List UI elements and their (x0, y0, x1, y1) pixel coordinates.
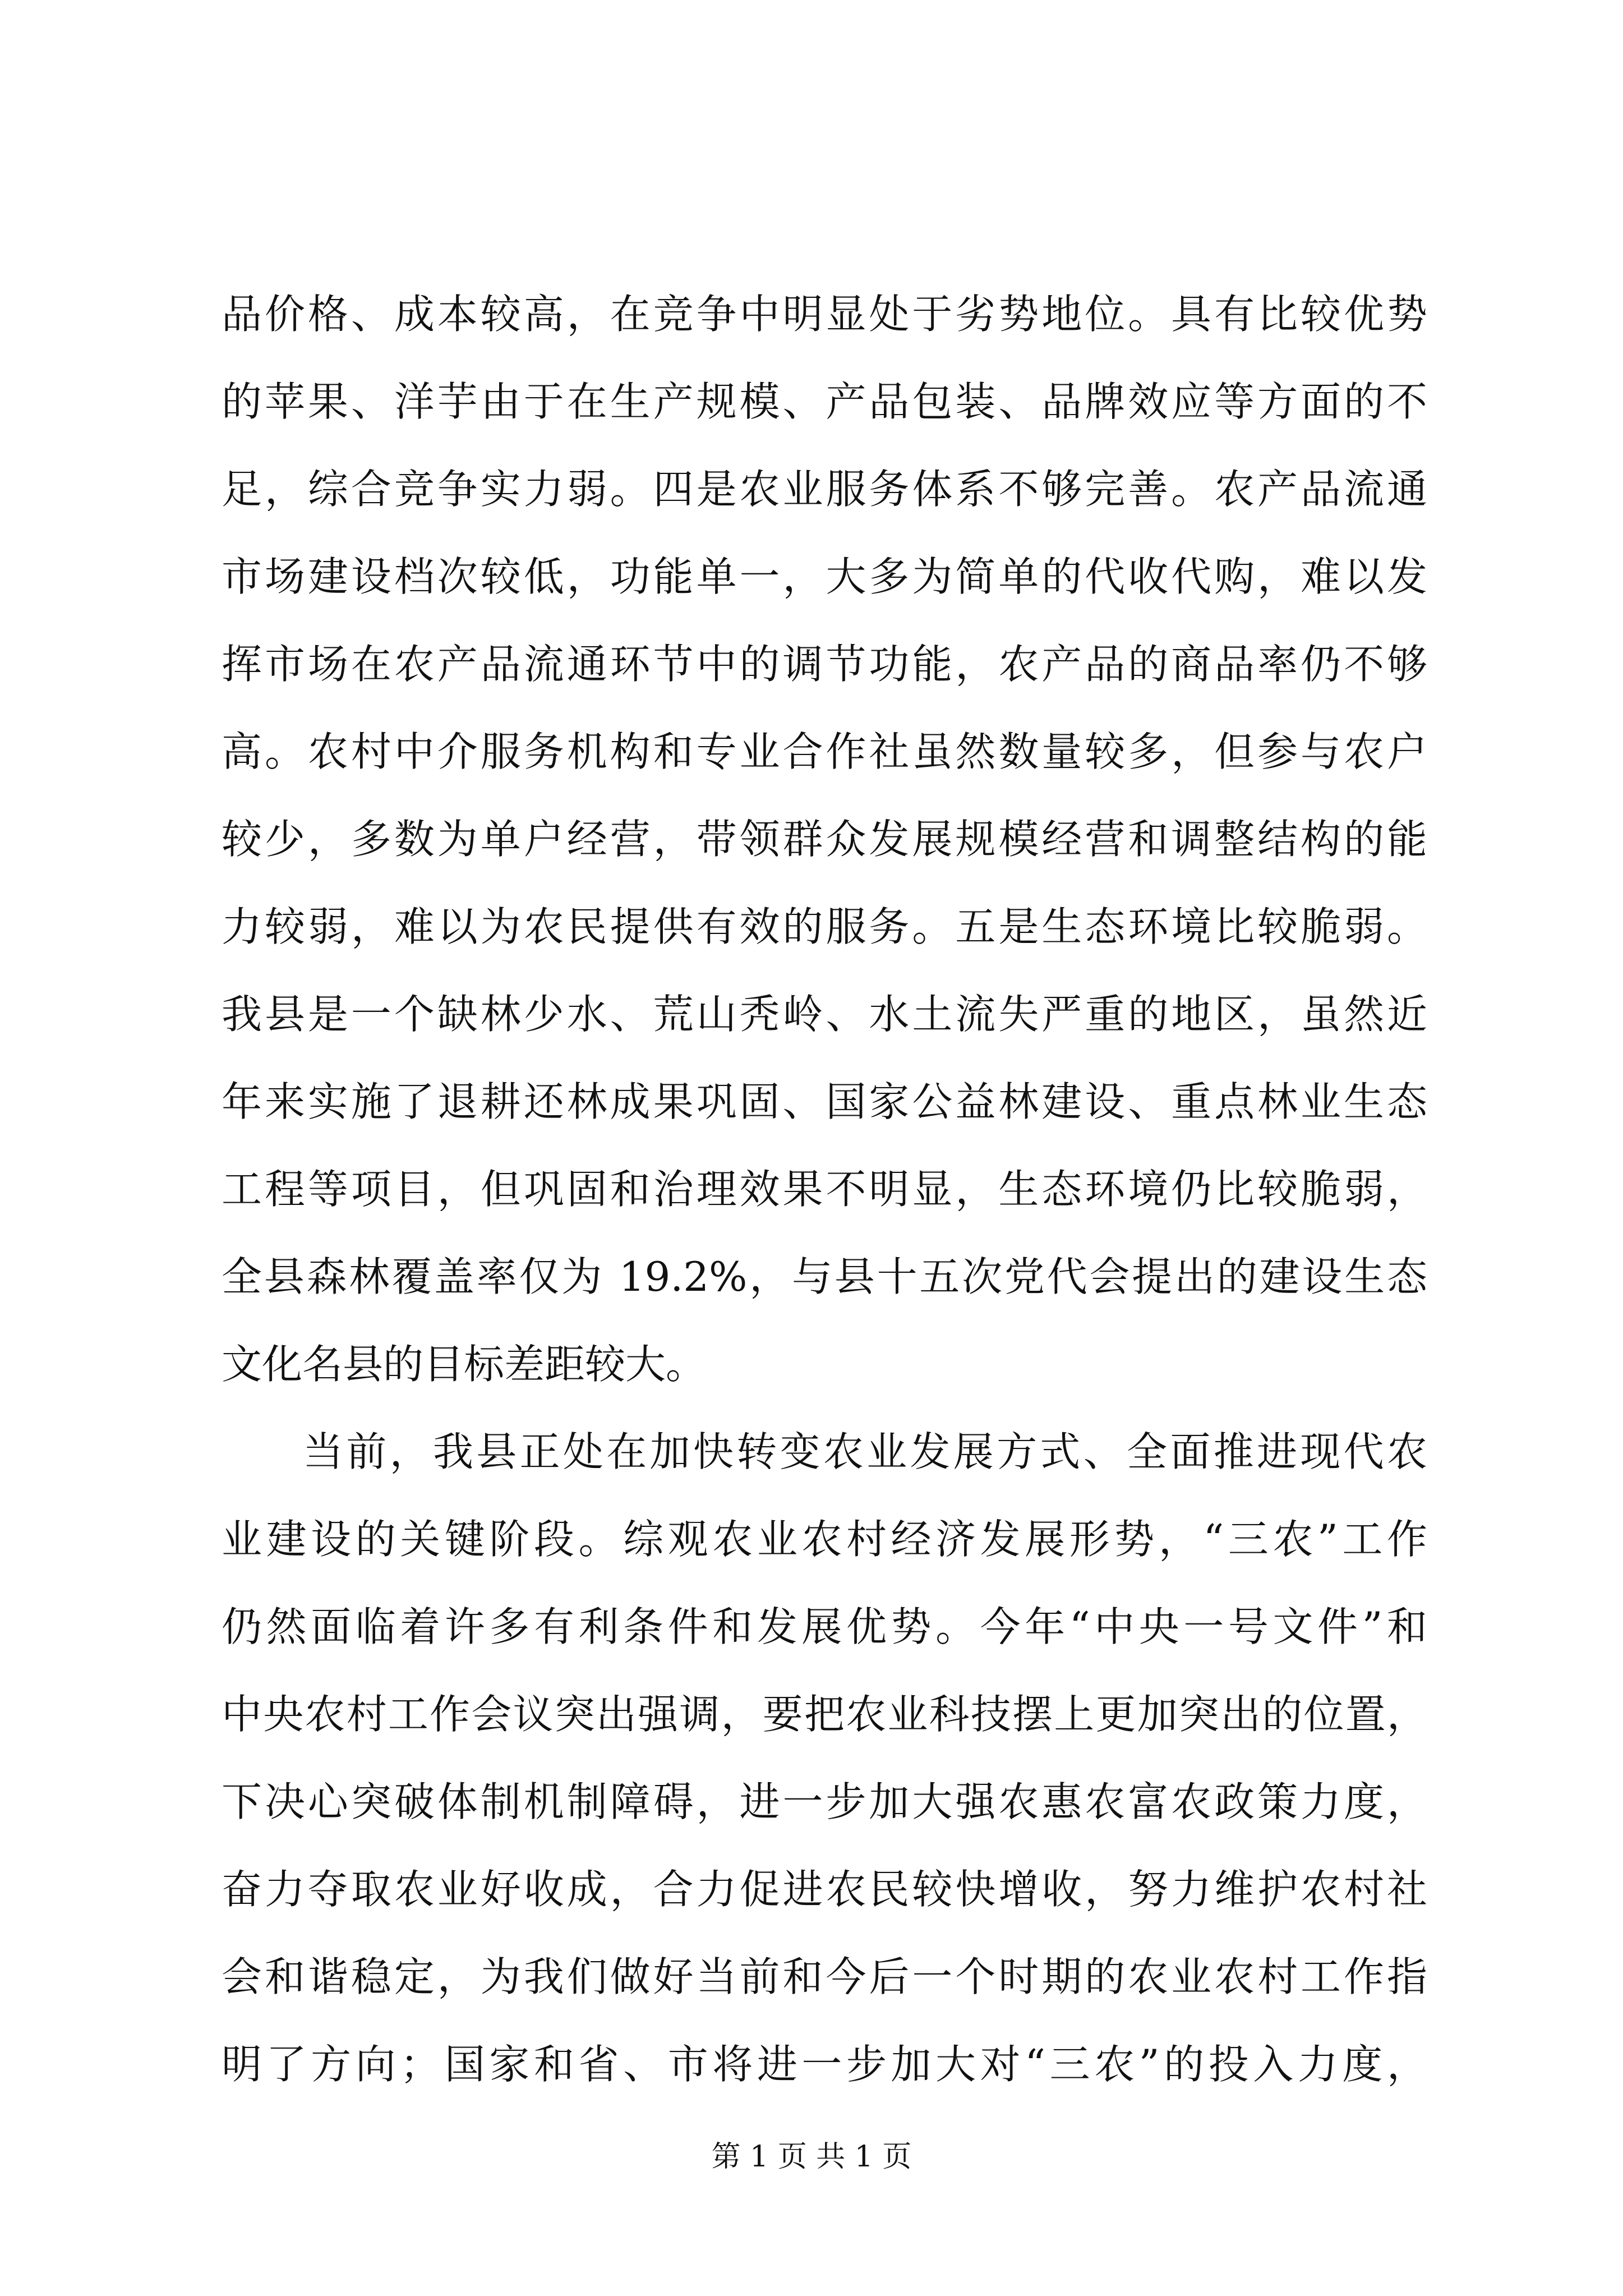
body-line-19: 奋力夺取农业好收成，合力促进农民较快增收，努力维护农村社 (222, 1866, 1427, 1913)
body-line-1: 品价格、成本较高，在竞争中明显处于劣势地位。具有比较优势 (222, 291, 1427, 338)
body-line-3: 足，综合竞争实力弱。四是农业服务体系不够完善。农产品流通 (222, 466, 1427, 513)
body-line-16: 仍然面临着许多有利条件和发展优势。今年“中央一号文件”和 (222, 1603, 1427, 1650)
body-line-6: 高。农村中介服务机构和专业合作社虽然数量较多，但参与农户 (222, 728, 1427, 775)
body-line-11: 工程等项目，但巩固和治理效果不明显，生态环境仍比较脆弱， (222, 1166, 1427, 1213)
page-footer: 第 1 页 共 1 页 (711, 2140, 912, 2174)
body-line-5: 挥市场在农产品流通环节中的调节功能，农产品的商品率仍不够 (222, 641, 1427, 688)
body-line-2: 的苹果、洋芋由于在生产规模、产品包装、品牌效应等方面的不 (222, 378, 1427, 425)
body-line-15: 业建设的关键阶段。综观农业农村经济发展形势，“三农”工作 (222, 1516, 1427, 1563)
body-line-4: 市场建设档次较低，功能单一，大多为简单的代收代购，难以发 (222, 553, 1427, 600)
body-line-9: 我县是一个缺林少水、荒山秃岭、水土流失严重的地区，虽然近 (222, 991, 1427, 1038)
body-line-14: 当前，我县正处在加快转变农业发展方式、全面推进现代农 (303, 1428, 1427, 1475)
body-line-18: 下决心突破体制机制障碍，进一步加大强农惠农富农政策力度， (222, 1778, 1427, 1825)
body-line-17: 中央农村工作会议突出强调，要把农业科技摆上更加突出的位置， (222, 1691, 1427, 1738)
body-line-13: 文化名县的目标差距较大。 (222, 1341, 707, 1388)
body-line-21: 明了方向；国家和省、市将进一步加大对“三农”的投入力度， (222, 2041, 1427, 2088)
body-line-10: 年来实施了退耕还林成果巩固、国家公益林建设、重点林业生态 (222, 1078, 1427, 1125)
body-line-12: 全县森林覆盖率仅为 19.2%，与县十五次党代会提出的建设生态 (222, 1253, 1427, 1300)
body-line-20: 会和谐稳定，为我们做好当前和今后一个时期的农业农村工作指 (222, 1953, 1427, 2000)
body-line-7: 较少，多数为单户经营，带领群众发展规模经营和调整结构的能 (222, 816, 1427, 863)
body-line-8: 力较弱，难以为农民提供有效的服务。五是生态环境比较脆弱。 (222, 903, 1427, 950)
